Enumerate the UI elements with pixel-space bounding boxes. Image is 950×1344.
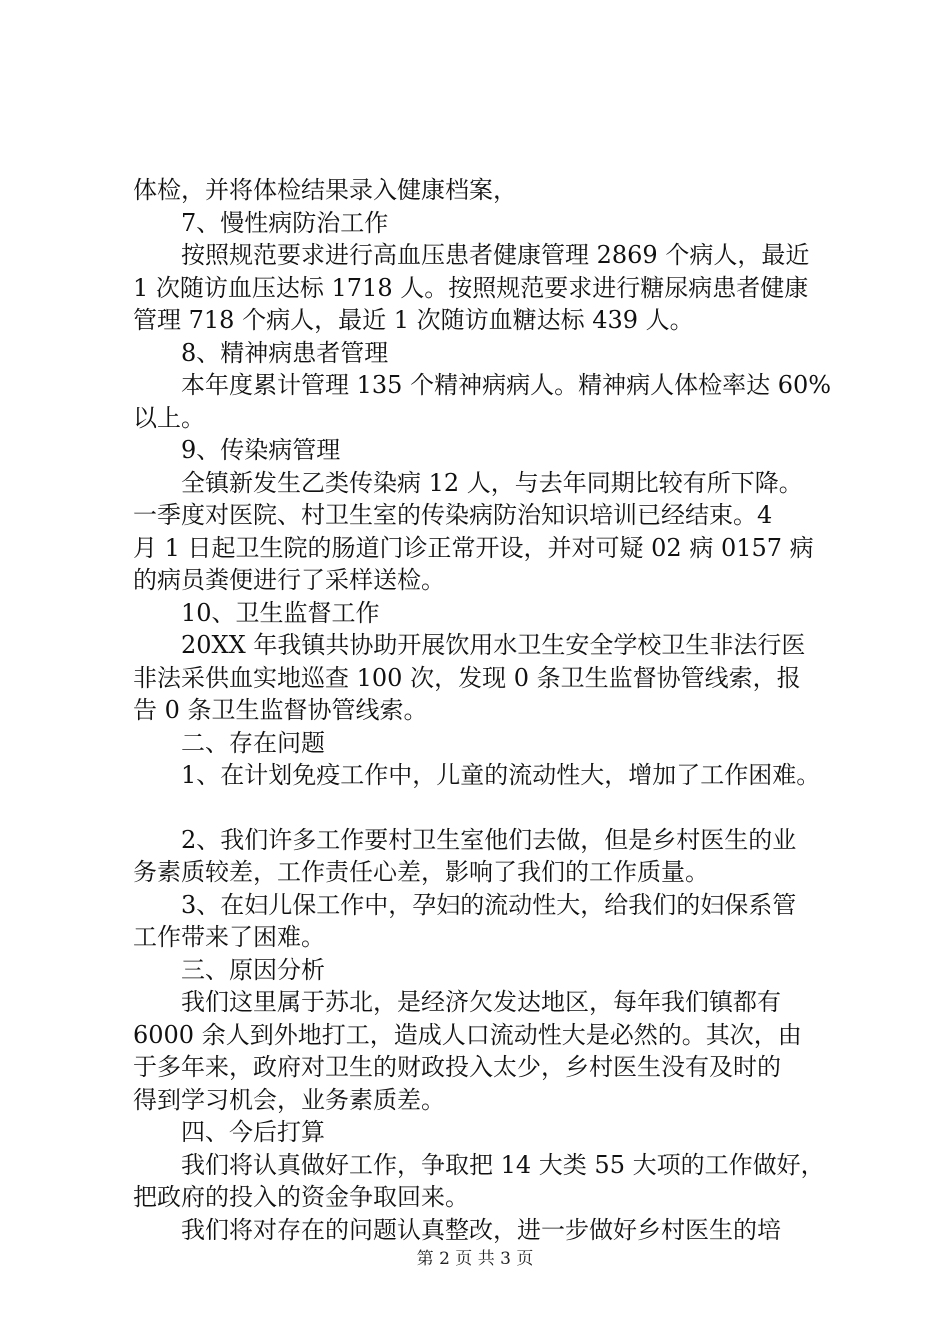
page-number-footer: 第 2 页 共 3 页 — [416, 1249, 534, 1269]
paragraph-line: 20XX 年我镇共协助开展饮用水卫生安全学校卫生非法行医 — [181, 631, 806, 659]
paragraph-line: 一季度对医院、村卫生室的传染病防治知识培训已经结束。4 — [133, 501, 773, 529]
section-heading: 三、原因分析 — [181, 955, 325, 984]
paragraph-line: 的病员粪便进行了采样送检。 — [133, 566, 445, 594]
section-heading: 7、慢性病防治工作 — [181, 208, 389, 237]
paragraph-line: 按照规范要求进行高血压患者健康管理 2869 个病人，最近 — [181, 241, 810, 269]
section-heading: 四、今后打算 — [181, 1118, 325, 1146]
paragraph-line: 我们这里属于苏北，是经济欠发达地区，每年我们镇都有 — [181, 988, 781, 1016]
paragraph-line: 我们将认真做好工作，争取把 14 大类 55 大项的工作做好， — [181, 1150, 825, 1179]
paragraph-line: 1 次随访血压达标 1718 人。按照规范要求进行糖尿病患者健康 — [133, 273, 809, 302]
paragraph-line: 把政府的投入的资金争取回来。 — [133, 1183, 469, 1211]
paragraph-line: 得到学习机会，业务素质差。 — [133, 1085, 445, 1114]
document-body — [133, 174, 838, 1246]
paragraph-line: 本年度累计管理 135 个精神病病人。精神病人体检率达 60% — [181, 371, 832, 399]
section-heading: 10、卫生监督工作 — [181, 598, 380, 627]
paragraph-line: 6000 余人到外地打工，造成人口流动性大是必然的。其次，由 — [133, 1020, 802, 1049]
paragraph-line: 告 0 条卫生监督协管线索。 — [133, 696, 428, 724]
paragraph-line: 务素质较差，工作责任心差，影响了我们的工作质量。 — [133, 858, 709, 886]
section-heading: 8、精神病患者管理 — [181, 338, 389, 367]
paragraph-line: 非法采供血实地巡查 100 次，发现 0 条卫生监督协管线索，报 — [133, 663, 801, 692]
paragraph-line: 我们将对存在的问题认真整改，进一步做好乡村医生的培 — [181, 1215, 781, 1244]
blank-line — [133, 792, 838, 824]
paragraph-line: 2、我们许多工作要村卫生室他们去做，但是乡村医生的业 — [181, 825, 797, 854]
paragraph-line: 月 1 日起卫生院的肠道门诊正常开设，并对可疑 02 病 0157 病 — [133, 533, 814, 562]
paragraph-line: 工作带来了困难。 — [133, 923, 325, 951]
section-heading: 9、传染病管理 — [181, 436, 341, 464]
paragraph-line: 全镇新发生乙类传染病 12 人，与去年同期比较有所下降。 — [181, 468, 803, 497]
section-heading: 二、存在问题 — [181, 728, 325, 757]
paragraph-line: 于多年来，政府对卫生的财政投入太少，乡村医生没有及时的 — [133, 1053, 781, 1081]
paragraph-line: 3、在妇儿保工作中，孕妇的流动性大，给我们的妇保系管 — [181, 890, 797, 919]
paragraph-line: 体检，并将体检结果录入健康档案， — [133, 176, 517, 204]
paragraph-line: 1、在计划免疫工作中，儿童的流动性大，增加了工作困难。 — [181, 761, 821, 789]
paragraph-line: 管理 718 个病人，最近 1 次随访血糖达标 439 人。 — [133, 306, 694, 334]
paragraph-line: 以上。 — [133, 403, 205, 432]
